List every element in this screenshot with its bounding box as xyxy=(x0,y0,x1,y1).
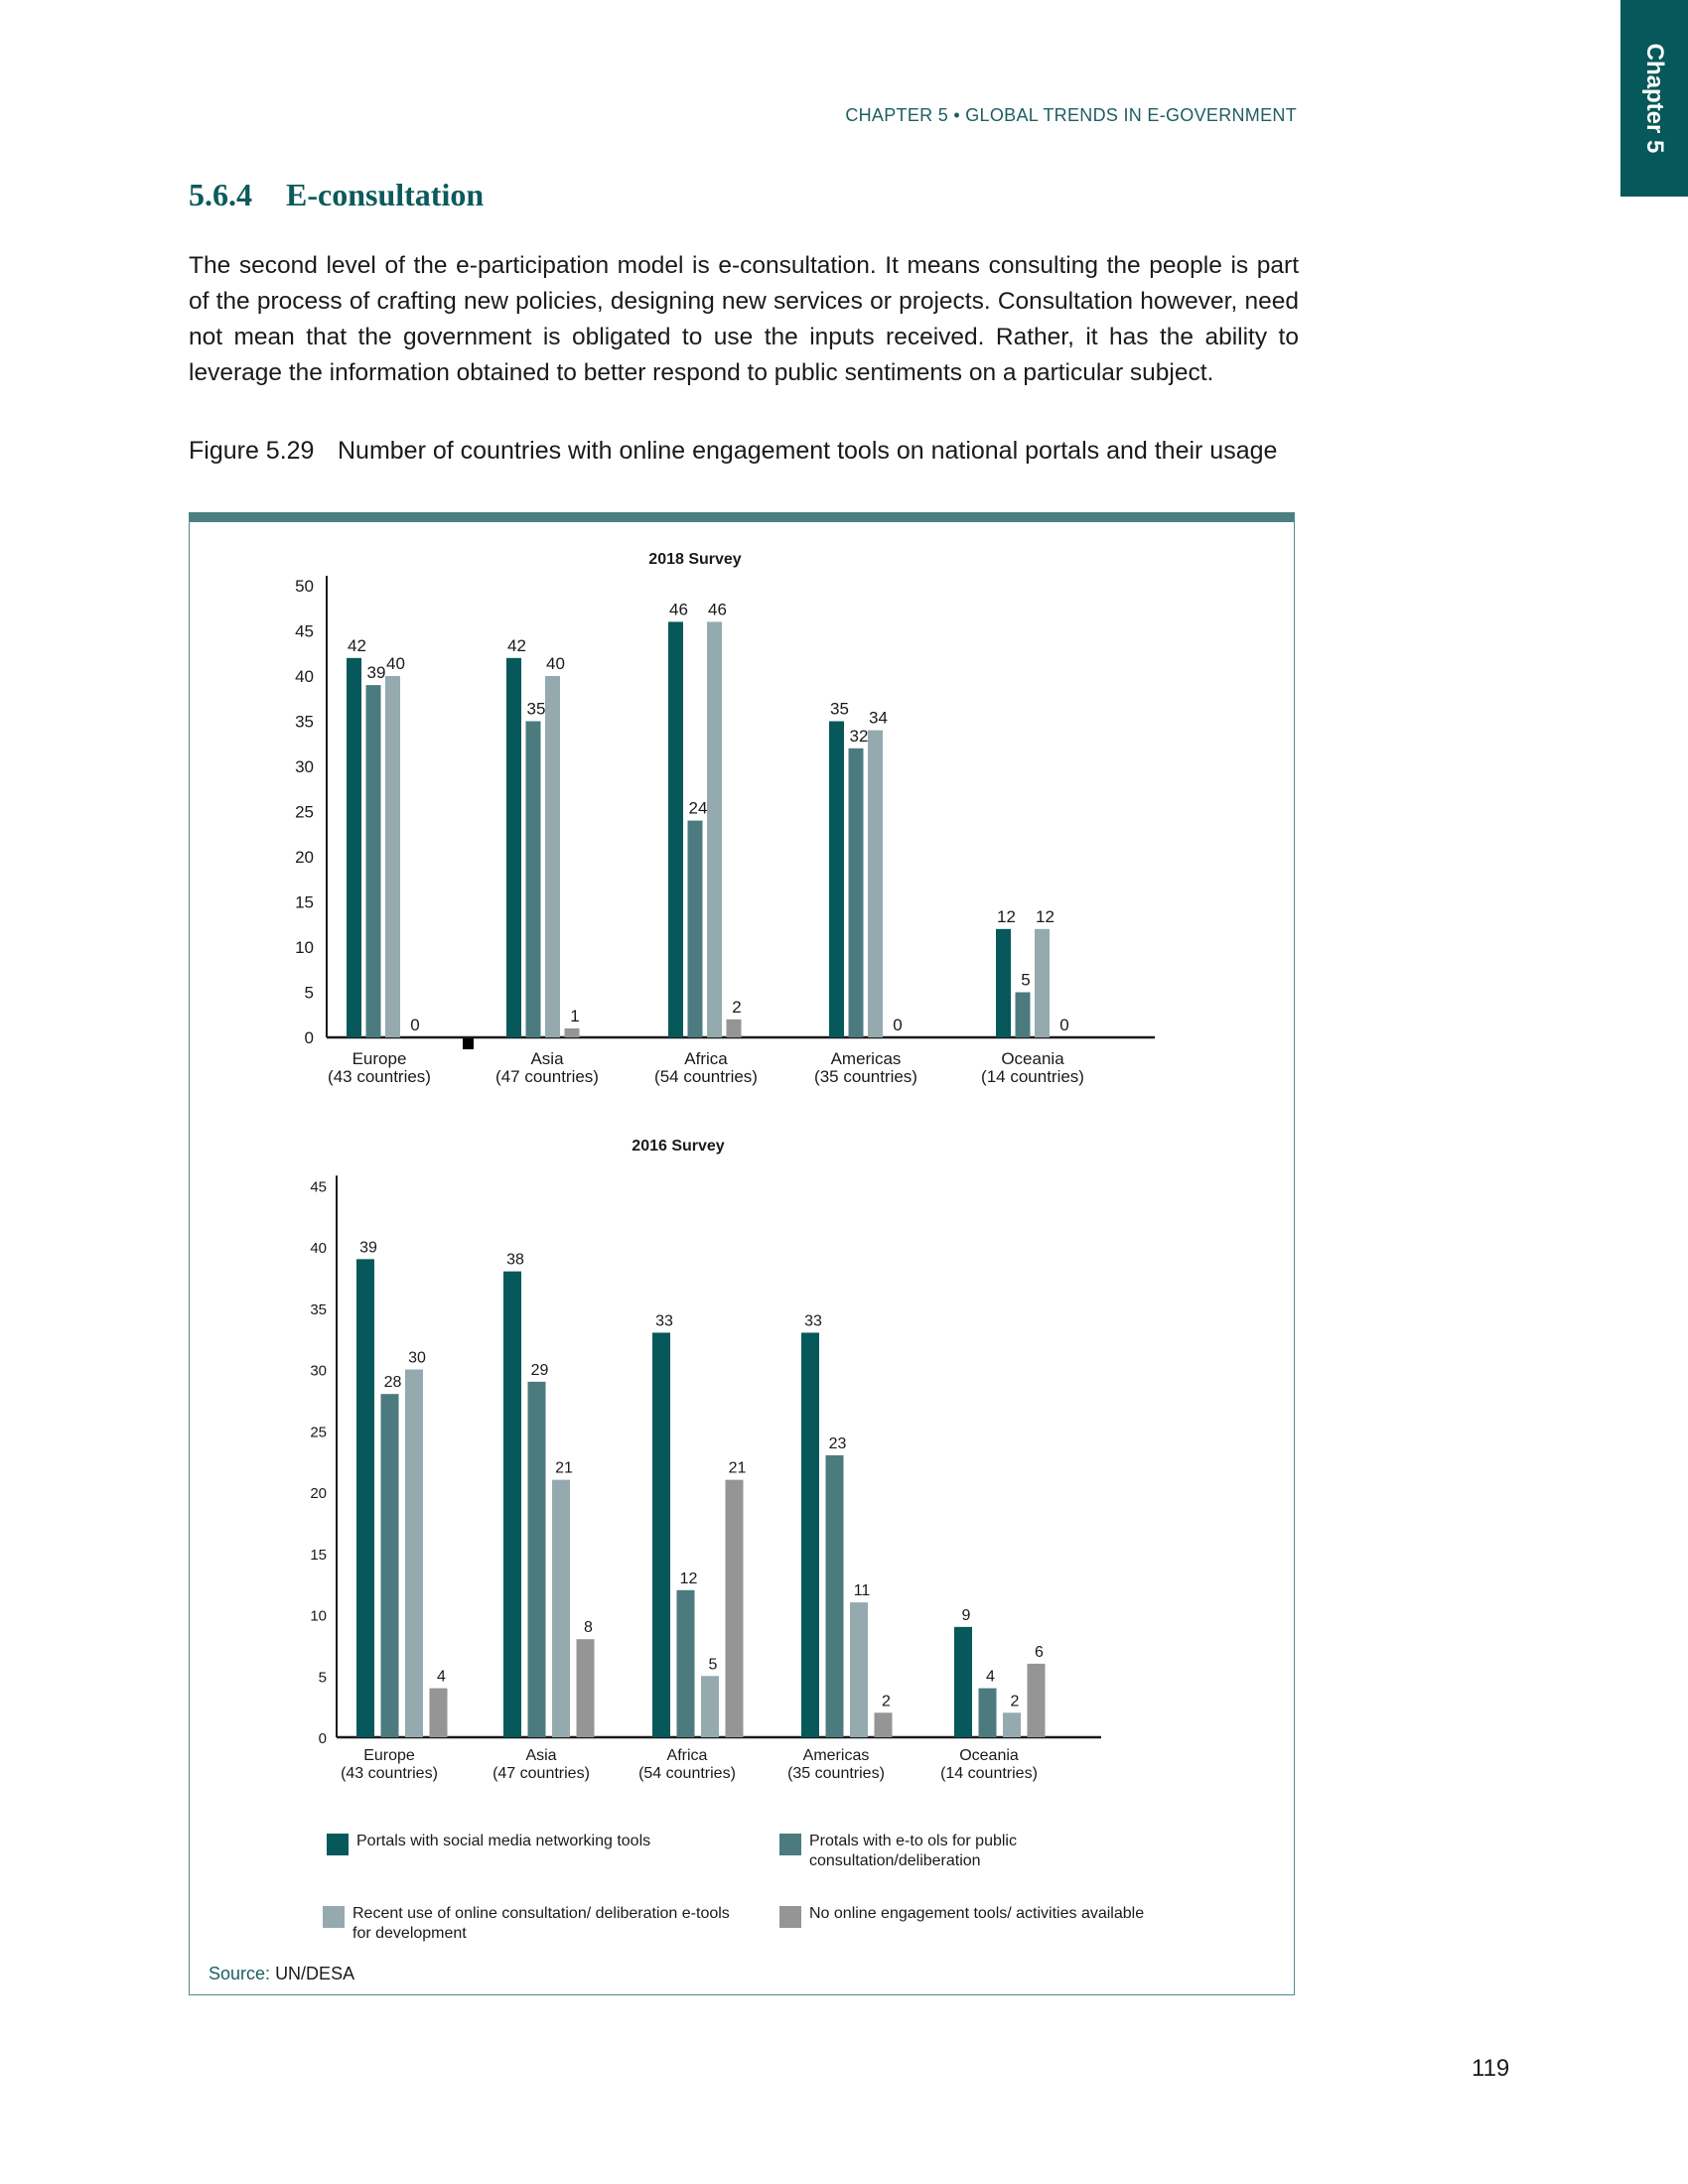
chart2-bar xyxy=(875,1712,893,1737)
chart1-category-label: Americas xyxy=(830,1049,902,1068)
chart2-category-sublabel: (47 countries) xyxy=(492,1765,590,1782)
chart2-y-tick-label: 10 xyxy=(310,1607,327,1625)
chart2-y-tick-label: 5 xyxy=(318,1669,327,1687)
chart1-y-tick-label: 50 xyxy=(295,577,314,596)
chart2-data-label: 29 xyxy=(530,1361,549,1379)
legend-swatch-e-tools xyxy=(779,1834,801,1855)
chart1-y-tick-label: 30 xyxy=(295,757,314,776)
chart2-data-label: 9 xyxy=(961,1606,971,1624)
chart1-bar xyxy=(688,821,703,1037)
chart2-y-tick-label: 30 xyxy=(310,1362,327,1380)
chart1-y-tick-label: 45 xyxy=(295,621,314,641)
chart1-bar xyxy=(506,658,521,1037)
chart2-y-tick-label: 15 xyxy=(310,1546,327,1564)
chart2-data-label: 21 xyxy=(728,1459,747,1477)
chart2-data-label: 30 xyxy=(408,1349,426,1367)
chart1-data-label: 12 xyxy=(1036,906,1055,926)
chart2-y-tick-label: 0 xyxy=(318,1730,327,1747)
chart1-y-tick-label: 5 xyxy=(304,983,314,1003)
stray-marker xyxy=(463,1038,474,1049)
chart2-data-label: 11 xyxy=(853,1582,871,1600)
chart2-data-label: 5 xyxy=(708,1656,718,1674)
chart2-bar xyxy=(652,1332,670,1737)
chart1-data-label: 2 xyxy=(732,997,742,1017)
chart1-bar xyxy=(347,658,361,1037)
chart2-bar xyxy=(356,1259,374,1737)
chart2-data-label: 6 xyxy=(1035,1643,1044,1661)
chart2-bar xyxy=(577,1639,595,1737)
chart2-bar xyxy=(954,1627,972,1737)
chart1-data-label: 39 xyxy=(366,663,386,683)
chart1-bar xyxy=(1035,929,1050,1037)
chart2-bar xyxy=(850,1602,868,1737)
chart1-data-label: 46 xyxy=(708,600,727,619)
chart2-data-label: 8 xyxy=(584,1619,593,1637)
chart2-category-sublabel: (43 countries) xyxy=(341,1765,438,1782)
chart1-data-label: 34 xyxy=(869,708,888,728)
section-number: 5.6.4 xyxy=(189,177,252,212)
chart1-y-tick-label: 0 xyxy=(304,1028,314,1047)
chart1-data-label: 46 xyxy=(669,600,688,619)
chart2-data-label: 33 xyxy=(804,1312,822,1330)
legend-swatch-no-tools xyxy=(779,1906,801,1928)
chart1-data-label: 0 xyxy=(1059,1016,1069,1034)
chart1-bar xyxy=(829,722,844,1038)
chart1-category-label: Africa xyxy=(684,1049,728,1068)
chart1-category-sublabel: (35 countries) xyxy=(814,1067,917,1086)
chart2-data-label: 4 xyxy=(986,1668,995,1686)
legend-label-e-tools: Protals with e-to ols for public consultation/deliberation xyxy=(809,1833,1017,1869)
chart1-y-tick-label: 40 xyxy=(295,667,314,686)
chart2-bar xyxy=(826,1455,844,1737)
chart2-data-label: 21 xyxy=(555,1459,573,1477)
chart2-category-label: Africa xyxy=(666,1747,708,1764)
chart2-y-tick-label: 35 xyxy=(310,1300,327,1318)
chart2-y-tick-label: 40 xyxy=(310,1240,327,1257)
chart1-data-label: 35 xyxy=(526,699,546,719)
legend-swatch-recent-use xyxy=(323,1906,345,1928)
chart2-data-label: 2 xyxy=(882,1693,891,1710)
chart2-bar xyxy=(701,1676,719,1737)
chart2-category-label: Europe xyxy=(363,1747,415,1764)
chart2-bar xyxy=(677,1590,695,1737)
chart2-category-sublabel: (54 countries) xyxy=(638,1765,736,1782)
chart1-bar xyxy=(996,929,1011,1037)
chart1-bar xyxy=(545,676,560,1037)
chart2-bar xyxy=(552,1480,570,1737)
chart1-bar xyxy=(565,1028,580,1037)
chart2-bar xyxy=(1003,1712,1021,1737)
source-note xyxy=(209,1964,354,1984)
chart2-category-label: Americas xyxy=(802,1747,870,1764)
chart2-y-tick-label: 25 xyxy=(310,1424,327,1441)
chart1-bar xyxy=(668,621,683,1037)
chart1-category-label: Europe xyxy=(352,1049,407,1068)
chart2-data-label: 23 xyxy=(828,1434,847,1452)
chart2-data-label: 4 xyxy=(437,1668,446,1686)
chart1-category-sublabel: (54 countries) xyxy=(654,1067,758,1086)
chart1-bar xyxy=(727,1020,742,1037)
chart1-data-label: 35 xyxy=(830,699,849,719)
chart2-data-label: 39 xyxy=(359,1239,377,1257)
chart2-category-label: Oceania xyxy=(959,1747,1019,1764)
chart1-data-label: 1 xyxy=(570,1006,580,1025)
chart2-category-sublabel: (35 countries) xyxy=(787,1765,885,1782)
chart1-category-label: Asia xyxy=(530,1049,564,1068)
chart1-title: 2018 Survey xyxy=(648,551,742,568)
chart1-category-sublabel: (43 countries) xyxy=(328,1067,431,1086)
chart1-bar xyxy=(1016,993,1031,1038)
body-paragraph: The second level of the e-participation model is e-consultation. It means consulting the people is part of the process of crafting new policies, designing new services or projects. Consultation however, need not mean that the government is obligated to use the inputs received. Rather, it has the ability to leverage the information obtained to better respond to public sentiments on a particular subject. xyxy=(189,252,1299,386)
running-head: CHAPTER 5 • GLOBAL TRENDS IN E-GOVERNMENT xyxy=(845,105,1297,125)
legend-swatch-social-media xyxy=(327,1834,349,1855)
chart2-bar xyxy=(1028,1664,1046,1737)
chart1-data-label: 42 xyxy=(507,635,526,655)
chart2-bar xyxy=(405,1370,423,1738)
chart1-category-sublabel: (14 countries) xyxy=(981,1067,1084,1086)
chart2-data-label: 33 xyxy=(655,1312,673,1330)
chart1-data-label: 42 xyxy=(348,635,366,655)
chart2-data-label: 38 xyxy=(506,1251,524,1269)
figure-title: Number of countries with online engagement tools on national portals and their usage xyxy=(338,437,1278,465)
chart1-data-label: 40 xyxy=(546,654,565,673)
chart1-y-tick-label: 20 xyxy=(295,848,314,867)
chart1-data-label: 12 xyxy=(997,906,1016,926)
chart1-data-label: 40 xyxy=(386,654,405,673)
source-value: UN/DESA xyxy=(275,1964,355,1983)
chart2-bar xyxy=(979,1689,997,1737)
chart2-data-label: 12 xyxy=(679,1570,698,1587)
chart2-title: 2016 Survey xyxy=(632,1138,725,1155)
chart1-data-label: 32 xyxy=(849,726,869,746)
chart2-bar xyxy=(503,1272,521,1737)
chart2-bar xyxy=(528,1382,546,1737)
chart2-category-sublabel: (14 countries) xyxy=(940,1765,1038,1782)
chart2-category-label: Asia xyxy=(525,1747,557,1764)
chart1-bar xyxy=(366,685,381,1037)
chart2-bar xyxy=(801,1332,819,1737)
chart1-y-tick-label: 15 xyxy=(295,892,314,912)
chart2-data-label: 28 xyxy=(383,1374,402,1392)
legend-label-social-media: Portals with social media networking tools xyxy=(356,1833,651,1849)
chart1-y-tick-label: 25 xyxy=(295,802,314,822)
chart1-data-label: 0 xyxy=(410,1016,420,1034)
chart1-data-label: 24 xyxy=(688,798,708,818)
section-title: E-consultation xyxy=(286,177,485,212)
chart2-bar xyxy=(430,1689,448,1737)
chart1-bar xyxy=(385,676,400,1037)
chart1-bar xyxy=(849,749,864,1037)
chart1-y-tick-label: 10 xyxy=(295,938,314,957)
source-label: Source: xyxy=(209,1964,271,1983)
legend-label-no-tools: No online engagement tools/ activities available xyxy=(809,1905,1145,1922)
legend-label-recent-use: Recent use of online consultation/ deliberation e-tools for development xyxy=(352,1905,730,1942)
chart2-bar xyxy=(726,1480,744,1737)
chart1-bar xyxy=(526,722,541,1038)
figure-number: Figure 5.29 xyxy=(189,437,315,465)
chapter-tab-label: Chapter 5 xyxy=(1641,43,1668,154)
page-number: 119 xyxy=(1472,2055,1510,2082)
chart1-data-label: 0 xyxy=(893,1016,903,1034)
chart2-y-tick-label: 45 xyxy=(310,1178,327,1196)
chart2-bar xyxy=(381,1394,399,1737)
chart1-y-tick-label: 35 xyxy=(295,712,314,732)
chart1-category-label: Oceania xyxy=(1001,1049,1064,1068)
chart1-data-label: 5 xyxy=(1021,970,1031,990)
chart1-bar xyxy=(868,731,883,1037)
chart2-y-tick-label: 20 xyxy=(310,1485,327,1502)
chart2-data-label: 2 xyxy=(1010,1693,1020,1710)
chart1-bar xyxy=(707,621,722,1037)
chart1-category-sublabel: (47 countries) xyxy=(495,1067,599,1086)
